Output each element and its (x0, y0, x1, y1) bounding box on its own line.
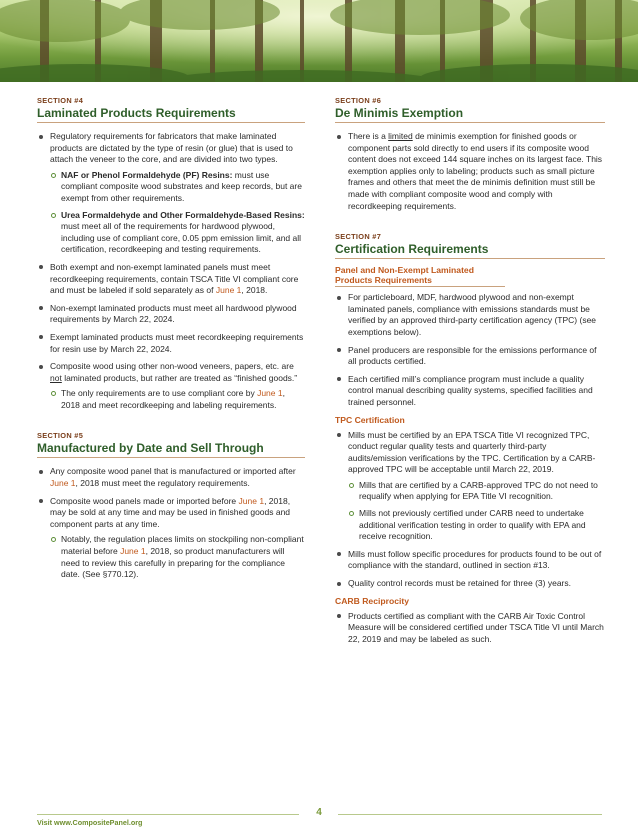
subsection-title: Panel and Non-Exempt Laminated Products Requirements (335, 265, 505, 287)
list-item: Panel producers are responsible for the emissions performance of all products certified. (335, 345, 605, 368)
list-item: Composite wood panels made or imported before June 1, 2018, may be sold at any time and may be used in finished goods and component parts at any time. Notably, the regulation places limits on stockpiling non-compliant material before June 1, 2018, so product manufacturers will need to review this carefully in preparing for the compliance date. (See §770.12). (37, 496, 305, 581)
list-item: Quality control records must be retained for three (3) years. (335, 578, 605, 590)
footer-rule-right (338, 814, 602, 815)
bullet-list (335, 131, 605, 212)
subsection-title: TPC Certification (335, 414, 405, 425)
list-item: Regulatory requirements for fabricators that make laminated products are dictated by the type of resin (or glue) that is used to attach the veneer to the core, and are divided into two types. NAF or Phenol Formaldehyde (PF) Resins: must use compliant composite wood substrates and keep records, but are exempt from other requirements. Urea Formaldehyde and Other Formaldehyde-Based Resins: must meet all of the requirements for hardwood plywood, including use of compliant core, 0.05 ppm emission limit, and all certification, recordkeeping and testing requirements. (37, 131, 305, 256)
section-number: SECTION #4 (37, 96, 84, 105)
list-item: Mills that are certified by a CARB-approved TPC do not need to requalify when applying for EPA Title VI recognition. (348, 480, 605, 503)
page-number: 4 (316, 807, 322, 818)
sub-bullet-list (50, 534, 305, 580)
section-number: SECTION #7 (335, 232, 382, 242)
section-7 (335, 232, 605, 645)
sub-bullet-list (50, 170, 305, 256)
list-item: Mills must be certified by an EPA TSCA Title VI recognized TPC, conduct regular quality tests and quarterly third-party audits/emission verifications by the TPC. Certification by a CARB-approved TPC will be acceptable until March 22, 2019. Mills that are certified by a CARB-approved TPC do not need to requalify when applying for EPA Title VI recognition. Mills not previously certified under CARB need to undertake additional verification testing in order to qualify with EPA and receive recognition. (335, 430, 605, 543)
right-column (335, 96, 605, 651)
list-item: Non-exempt laminated products must meet all hardwood plywood requirements by March 22, 2024. (37, 303, 305, 326)
list-item: Both exempt and non-exempt laminated panels must meet recordkeeping requirements, contain TSCA Title VI compliant core and must be labeled if sold separately as of June 1, 2018. (37, 262, 305, 297)
list-item: Any composite wood panel that is manufactured or imported after June 1, 2018 must meet the regulatory requirements. (37, 466, 305, 489)
list-item: Mills not previously certified under CARB need to undertake additional verification testing in order to qualify with EPA and receive recognition. (348, 508, 605, 543)
list-item: NAF or Phenol Formaldehyde (PF) Resins: must use compliant composite wood substrates and keep records, but are exempt from other requirements. (50, 170, 305, 205)
forest-illustration (0, 0, 638, 82)
footer-website-link[interactable]: Visit www.CompositePanel.org (37, 818, 143, 827)
left-column (37, 96, 305, 587)
list-item: Urea Formaldehyde and Other Formaldehyde-Based Resins: must meet all of the requirements for hardwood plywood, including use of compliant core, 0.05 ppm emission limit, and all certification, recordkeeping and testing requirements. (50, 210, 305, 256)
section-title: De Minimis Exemption (335, 106, 605, 123)
sub-bullet-list (50, 388, 305, 411)
list-item: There is a limited de minimis exemption for finished goods or component parts sold directly to end users if its composite wood content does not exceed 144 square inches on its largest face. This exemption applies only to labeling; products such as small picture frames and others that meet the de minimis definition must still be made with compliant composite wood and comply with recordkeeping requirements. (335, 131, 605, 212)
hero-forest-image (0, 0, 638, 82)
bullet-list (37, 131, 305, 411)
list-item: Each certified mill’s compliance program must include a quality control manual describing quality systems, specified facilities and trained personnel. (335, 374, 605, 409)
footer-rule-left (37, 814, 299, 815)
bullet-list (335, 430, 605, 590)
section-number: SECTION #5 (37, 431, 84, 441)
section-5 (37, 431, 305, 580)
section-number: SECTION #6 (335, 96, 382, 105)
list-item: Notably, the regulation places limits on stockpiling non-compliant material before June 1, 2018, so product manufacturers will need to review this carefully in preparing for the compliance date. (See §770.12). (50, 534, 305, 580)
bullet-list (335, 611, 605, 646)
list-item: Mills must follow specific procedures for products found to be out of compliance with the standard, outlined in section #13. (335, 549, 605, 572)
section-4 (37, 96, 305, 411)
list-item: Products certified as compliant with the CARB Air Toxic Control Measure will be considered certified under TSCA Title VI until March 22, 2019 and may be labeled as such. (335, 611, 605, 646)
sub-bullet-list (348, 480, 605, 543)
section-title: Laminated Products Requirements (37, 106, 305, 123)
list-item: For particleboard, MDF, hardwood plywood and non-exempt laminated panels, compliance with emissions standards must be verified by an approved third-party certification agency (TPC) (see exemptions below). (335, 292, 605, 338)
list-item: Exempt laminated products must meet recordkeeping requirements for resin use by March 22, 2024. (37, 332, 305, 355)
subsection-title: CARB Reciprocity (335, 595, 410, 606)
section-title: Certification Requirements (335, 242, 605, 259)
list-item: The only requirements are to use compliant core by June 1, 2018 and meet recordkeeping and labeling requirements. (50, 388, 305, 411)
bullet-list (335, 292, 605, 408)
section-title: Manufactured by Date and Sell Through (37, 441, 305, 458)
bullet-list (37, 466, 305, 580)
section-6 (335, 96, 605, 212)
list-item: Composite wood using other non-wood veneers, papers, etc. are not laminated products, but rather are treated as “finished goods.” The only requirements are to use compliant core by June 1, 2018 and meet recordkeeping and labeling requirements. (37, 361, 305, 411)
